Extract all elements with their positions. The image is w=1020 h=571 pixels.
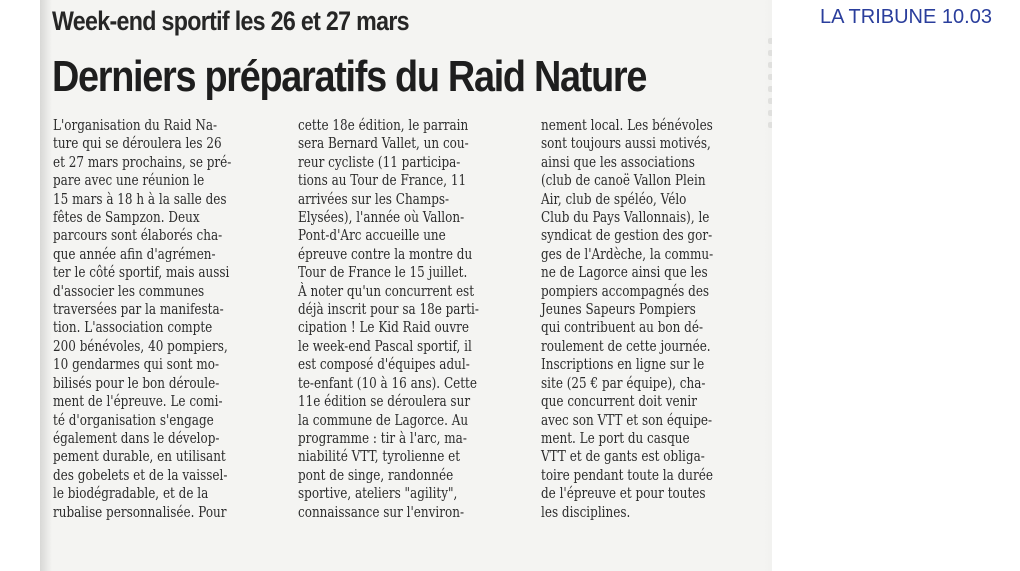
article-text-line: épreuve contre la montre du xyxy=(298,244,473,263)
article-text-line: des gobelets et de la vaissel- xyxy=(53,465,228,484)
article-text-line: nement local. Les bénévoles xyxy=(541,116,713,134)
article-text-line: ment. Le port du casque xyxy=(541,428,690,447)
article-text-line: le week-end Pascal sportif, il xyxy=(298,336,472,355)
article-text-line: 15 mars à 18 h à la salle des xyxy=(53,189,227,208)
article-text-line: À noter qu'un concurrent est xyxy=(298,281,475,300)
article-text-line: niabilité VTT, tyrolienne et xyxy=(298,447,461,466)
article-text-line: programme : tir à l'arc, ma- xyxy=(298,428,467,447)
article-text-line: avec son VTT et son équipe- xyxy=(541,410,713,429)
article-text-line: la commune de Lagorce. Au xyxy=(298,410,469,429)
adjacent-article-text-ghost xyxy=(768,38,772,134)
article-text-line: pare avec une réunion le xyxy=(53,171,205,190)
article-text-line: sont toujours aussi motivés, xyxy=(541,134,711,153)
article-text-line: rubalise personnalisée. Pour xyxy=(53,502,227,521)
article-text-line: que concurrent doit venir xyxy=(541,392,697,411)
article-text-line: tions au Tour de France, 11 xyxy=(298,171,467,190)
article-text-line: cipation ! Le Kid Raid ouvre xyxy=(298,318,470,337)
article-text-line: traversées par la manifesta- xyxy=(53,300,224,319)
article-text-line: roulement de cette journée. xyxy=(541,336,711,355)
article-text-line: le biodégradable, et de la xyxy=(53,484,209,503)
article-text-line: VTT et de gants est obliga- xyxy=(541,447,705,466)
article-text-line: ges de l'Ardèche, la commu- xyxy=(541,244,714,263)
article-text-line: d'associer les communes xyxy=(53,281,205,300)
article-text-line: ter le côté sportif, mais aussi xyxy=(53,263,230,282)
article-text-line: 11e édition se déroulera sur xyxy=(298,392,471,411)
article-text-line: sera Bernard Vallet, un cou- xyxy=(298,134,469,153)
article-text-line: fêtes de Sampzon. Deux xyxy=(53,208,200,227)
article-text-line: (club de canoë Vallon Plein xyxy=(541,171,706,190)
article-text-line: est composé d'équipes adul- xyxy=(298,355,470,374)
article-column-1 xyxy=(53,116,276,521)
article-text-line: tion. L'association compte xyxy=(53,318,213,337)
article-text-line: bilisés pour le bon déroule- xyxy=(53,373,220,392)
article-text-line: reur cycliste (11 participa- xyxy=(298,152,461,171)
article-kicker: Week-end sportif les 26 et 27 mars xyxy=(52,6,409,36)
article-text-line: également dans le dévelop- xyxy=(53,428,220,447)
article-text-line: ture qui se déroulera les 26 xyxy=(53,134,222,153)
article-text-line: pompiers accompagnés des xyxy=(541,281,710,300)
article-text-line: Pont-d'Arc accueille une xyxy=(298,226,446,245)
article-text-line: te-enfant (10 à 16 ans). Cette xyxy=(298,373,477,392)
article-text-line: Inscriptions en ligne sur le xyxy=(541,355,705,374)
article-column-2 xyxy=(298,116,524,521)
article-text-line: Air, club de spéléo, Vélo xyxy=(541,189,687,208)
article-text-line: Club du Pays Vallonnais), le xyxy=(541,208,710,227)
article-text-line: syndicat de gestion des gor- xyxy=(541,226,713,245)
article-text-line: arrivées sur les Champs- xyxy=(298,189,450,208)
article-text-line: de l'épreuve et pour toutes xyxy=(541,484,706,503)
article-text-line: site (25 € par équipe), cha- xyxy=(541,373,706,392)
article-text-line: ne de Lagorce ainsi que les xyxy=(541,263,708,282)
article-text-line: pement durable, en utilisant xyxy=(53,447,226,466)
article-text-line: parcours sont élaborés cha- xyxy=(53,226,223,245)
article-text-line: Jeunes Sapeurs Pompiers xyxy=(541,300,696,319)
article-text-line: té d'organisation s'engage xyxy=(53,410,214,429)
article-text-line: qui contribuent au bon dé- xyxy=(541,318,703,337)
article-headline: Derniers préparatifs du Raid Nature xyxy=(52,52,647,101)
article-text-line: les disciplines. xyxy=(541,502,631,521)
article-text-line: L'organisation du Raid Na- xyxy=(53,116,218,134)
article-text-line: Tour de France le 15 juillet. xyxy=(298,263,468,282)
article-text-line: pont de singe, randonnée xyxy=(298,465,454,484)
article-text-line: 10 gendarmes qui sont mo- xyxy=(53,355,220,374)
article-text-line: sportive, ateliers "agility", xyxy=(298,484,458,503)
article-text-line: ainsi que les associations xyxy=(541,152,695,171)
article-text-line: cette 18e édition, le parrain xyxy=(298,116,469,134)
source-label: LA TRIBUNE 10.03 xyxy=(820,6,992,28)
article-text-line: ment de l'épreuve. Le comi- xyxy=(53,392,223,411)
article-text-line: et 27 mars prochains, se pré- xyxy=(53,152,232,171)
article-text-line: que année afin d'agrémen- xyxy=(53,244,216,263)
article-text-line: Elysées), l'année où Vallon- xyxy=(298,208,465,227)
article-text-line: déjà inscrit pour sa 18e parti- xyxy=(298,300,479,319)
article-text-line: connaissance sur l'environ- xyxy=(298,502,464,521)
article-text-line: 200 bénévoles, 40 pompiers, xyxy=(53,336,228,355)
article-text-line: toire pendant toute la durée xyxy=(541,465,713,484)
article-column-3 xyxy=(541,116,756,521)
